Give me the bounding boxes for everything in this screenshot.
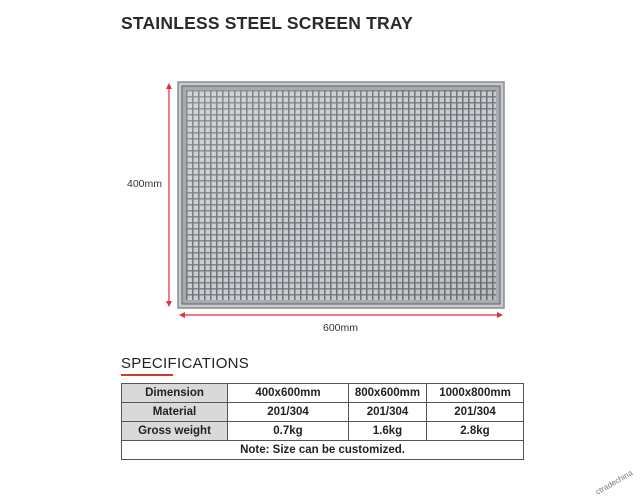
specifications-table [121,383,524,460]
heading-underline [121,374,173,376]
table-row [122,441,524,460]
watermark: ctradechina [593,468,634,497]
table-cell: 400x600mm [228,384,349,403]
page-title: STAINLESS STEEL SCREEN TRAY [121,13,413,33]
table-cell: 1000x800mm [427,384,524,403]
table-note: Note: Size can be customized. [122,441,524,460]
table-cell: 201/304 [349,403,427,422]
row-label-gross-weight: Gross weight [122,422,228,441]
screen-tray [178,82,504,308]
row-label-dimension: Dimension [122,384,228,403]
table-cell: 1.6kg [349,422,427,441]
table-cell: 800x600mm [349,384,427,403]
table-cell: 201/304 [427,403,524,422]
table-row [122,403,524,422]
height-label: 400mm [127,178,163,190]
specifications-heading: SPECIFICATIONS [121,355,250,372]
row-label-material: Material [122,403,228,422]
table-cell: 2.8kg [427,422,524,441]
table-cell: 201/304 [228,403,349,422]
table-row [122,384,524,403]
table-row [122,422,524,441]
table-cell: 0.7kg [228,422,349,441]
width-label: 600mm [323,322,359,334]
tray-sheen [186,90,496,300]
